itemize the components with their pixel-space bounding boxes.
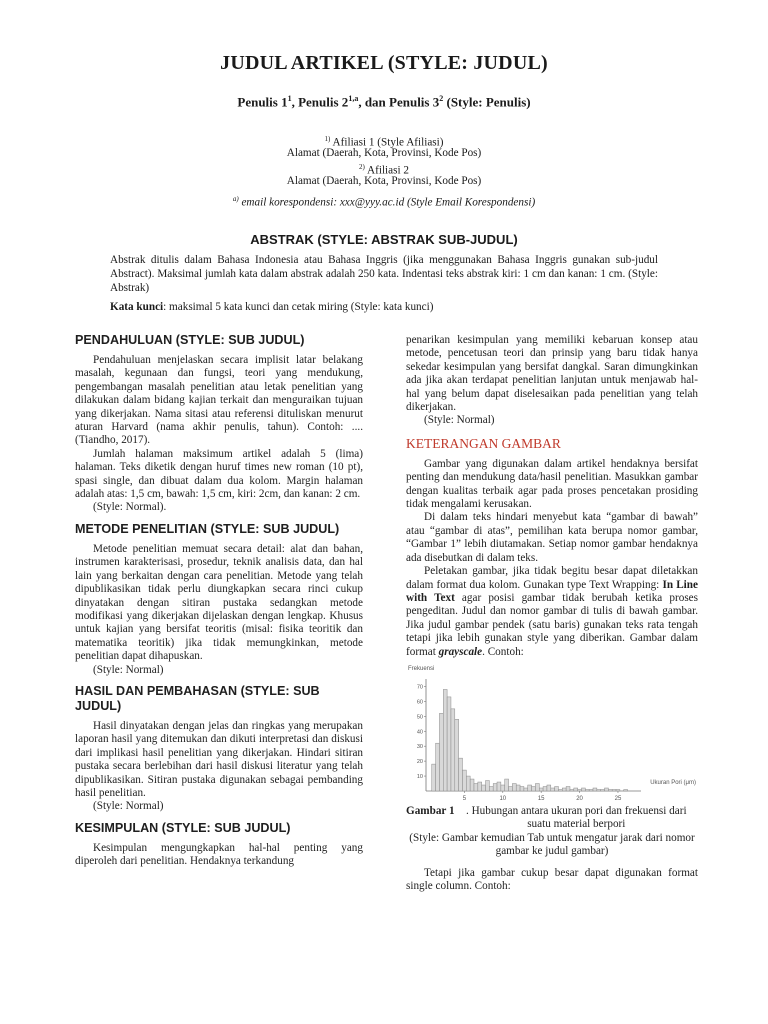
gambar-p3-c: agar posisi gambar tidak berubah ketika proses pengeditan. Judul dan nomor gambar di tulis di bawah gambar. Jika judul gambar pendek (satu baris) gunakan teks rata tengah tetapi jika lebih gunakan style yang diberikan. Gambar dalam format — [406, 591, 698, 658]
author-2: , Penulis 2 — [291, 94, 349, 110]
histogram-bar — [524, 788, 528, 791]
email-line — [0, 195, 768, 209]
histogram-bar — [574, 788, 578, 791]
histogram-bar — [539, 788, 543, 791]
histogram-bar — [512, 783, 516, 790]
author-2-sup: 1,a — [348, 94, 359, 103]
histogram-bar — [516, 785, 520, 791]
histogram-bar — [439, 713, 443, 791]
histogram-bar — [605, 788, 609, 791]
kesimpulan-p1: Kesimpulan mengungkapkan hal-hal penting yang diperoleh dari penelitian. Hendaknya terkandung — [75, 841, 363, 868]
histogram-bar — [474, 783, 478, 790]
histogram-bar — [486, 780, 490, 790]
author-3: , dan Penulis 3 — [358, 94, 440, 110]
histogram-bar — [597, 789, 601, 790]
caption-style: (Style: Gambar kemudian Tab untuk mengatur jarak dari nomor gambar ke judul gambar) — [409, 831, 695, 858]
x-tick-label: 10 — [499, 795, 507, 802]
histogram-bar — [451, 709, 455, 791]
y-tick-label: 10 — [416, 774, 423, 781]
x-tick-label: 20 — [576, 795, 583, 802]
histogram-bar — [570, 789, 574, 790]
histogram-bar — [482, 785, 486, 791]
y-axis-label: Frekuensi — [408, 665, 435, 672]
authors-style: (Style: Penulis) — [443, 94, 531, 110]
histogram-bar — [455, 719, 459, 791]
gambar-p2: Di dalam teks hindari menyebut kata “gambar di bawah” atau “gambar di atas”, pemilihan kata berupa nomor gambar, “Gambar 1” lebih diutamakan. Setiap nomor gambar hendaknya ada disebutkan di dalam teks. — [406, 511, 698, 564]
abstract-heading: ABSTRAK (STYLE: ABSTRAK SUB-JUDUL) — [250, 232, 518, 247]
y-tick-label: 20 — [416, 759, 423, 766]
author-1-sup: 1 — [287, 94, 292, 103]
heading-metode: METODE PENELITIAN (STYLE: SUB JUDUL) — [75, 521, 340, 536]
pendahuluan-p2: Jumlah halaman maksimum artikel adalah 5 (lima) halaman. Teks diketik dengan huruf times new roman (10 pt), spasi single, dan dibuat dalam dua kolom. Margin halaman adalah atas: 1,5 cm, bawah: 1,5 cm, kiri: 2cm, dan kanan: 2 cm. — [75, 447, 363, 501]
figure-caption — [406, 805, 698, 859]
heading-pendahuluan: PENDAHULUAN (STYLE: SUB JUDUL) — [75, 333, 305, 347]
histogram-bar — [532, 786, 536, 790]
left-column — [75, 333, 363, 869]
histogram-bar — [443, 689, 447, 791]
affiliation-2-text: Afiliasi 2 — [367, 164, 409, 177]
histogram-bar — [612, 789, 616, 790]
author-1: Penulis 1 — [237, 94, 288, 110]
gambar-p3-a: Peletakan gambar, jika tidak begitu besar dapat diletakkan dalam format dua kolom. Gunakan type Text Wrapping: — [406, 565, 698, 591]
histogram-bar — [535, 783, 539, 790]
histogram-bar — [509, 786, 513, 790]
histogram-bar — [601, 789, 605, 790]
affiliation-1-sup: 1) — [324, 135, 331, 143]
gambar-p3-grayscale: grayscale — [438, 645, 483, 658]
histogram-bar — [520, 786, 524, 790]
histogram-bar — [547, 785, 551, 791]
histogram-bar — [493, 783, 497, 790]
histogram-bar — [558, 789, 562, 790]
histogram-bar — [608, 789, 612, 790]
authors-line — [0, 94, 768, 110]
y-tick-label: 50 — [416, 714, 423, 721]
affiliation-1-text: Afiliasi 1 (Style Afiliasi) — [332, 136, 444, 149]
figure-1 — [406, 663, 698, 803]
histogram-bar — [478, 782, 482, 791]
abstract-text: Abstrak ditulis dalam Bahasa Indonesia atau Bahasa Inggris (jika menggunakan Bahasa Inggris gunakan sub-judul Abstract). Maksimal jumlah kata dalam abstrak adalah 250 kata. Indentasi teks abstrak kiri: 1 cm dan kanan: 1 cm. (Style: Abstrak) — [110, 254, 658, 294]
y-tick-label: 70 — [416, 684, 423, 691]
gambar-p3-e: . Contoh: — [482, 645, 524, 658]
email-text: email korespondensi: xxx@yyy.ac.id (Style Email Korespondensi) — [241, 196, 536, 209]
after-figure-text: Tetapi jika gambar cukup besar dapat digunakan format single column. Contoh: — [406, 866, 698, 892]
heading-gambar: KETERANGAN GAMBAR — [406, 435, 561, 451]
affiliation-2-address: Alamat (Daerah, Kota, Provinsi, Kode Pos) — [286, 175, 482, 187]
email-sup: a) — [232, 195, 239, 203]
heading-hasil: HASIL DAN PEMBAHASAN (STYLE: SUB JUDUL) — [75, 683, 320, 713]
kesimpulan-continued: penarikan kesimpulan yang memiliki kebaruan konsep atau metode, pencetusan teori dan prinsip yang baru tidak hanya sekedar kesimpulan yang bersifat dangkal. Saran dimungkinkan ada jika akan terdapat penelitian lanjutan untuk menjawab hal-hal yang belum dapat diselesaikan pada penelitian yang telah dikerjakan. — [406, 334, 698, 414]
kesimpulan-style: (Style: Normal) — [424, 414, 495, 427]
pendahuluan-p1: Pendahuluan menjelaskan secara implisit latar belakang masalah, kegunaan dan fungsi, teori yang mendukung, pengembangan masalah penelitian atau letak penelitian yang dilakukan dalam bidang kajian terkait dan menguraikan tujuan yang dikerjakan. Nama sitasi atau referensi dituliskan menurut aturan Harvard (nama akhir penulis, tahun). Contoh: .... (Tiandho, 2017). — [75, 354, 363, 447]
histogram-bar — [466, 776, 470, 791]
histogram-bar — [447, 697, 451, 791]
histogram-bar — [581, 788, 585, 791]
x-tick-label: 25 — [614, 795, 622, 802]
gambar-p3 — [406, 565, 698, 659]
y-tick-label: 30 — [416, 744, 423, 751]
histogram-bar — [470, 779, 474, 791]
histogram-bar — [589, 789, 593, 790]
histogram-bar — [578, 789, 582, 790]
article-title: JUDUL ARTIKEL (STYLE: JUDUL) — [220, 52, 548, 74]
keywords-text: : maksimal 5 kata kunci dan cetak miring (Style: kata kunci) — [163, 301, 434, 313]
histogram-bar — [616, 789, 620, 790]
histogram-bar — [551, 788, 555, 791]
histogram-bar — [555, 786, 559, 790]
metode-p1: Metode penelitian memuat secara detail: alat dan bahan, instrumen karakterisasi, prosedur, teknik analisis data, dan hal lain yang berkaitan dengan cara penelitian. Metode yang telah dipublikasikan tidak perlu diungkapkan secara rinci cukup dinyatakan dengan sitiran pustaka sedangkan metode modifikasi yang dikerjakan dijelaskan dengan lengkap. Khusus untuk kajian yang bersifat teoritis (misal: fisika teoritik dan matematika teoritik) jika tidak memungkinkan, metode penelitian dapat dihapuskan. — [75, 542, 363, 663]
author-3-sup: 2 — [439, 94, 444, 103]
gambar-p1: Gambar yang digunakan dalam artikel hendaknya bersifat penting dan mendukung data/hasil penelitian. Masukkan gambar dengan kualitas terbaik agar pada proses pencetakan prosiding tidak mengalami kerusakan. — [406, 457, 698, 511]
histogram-bar — [497, 782, 501, 791]
keywords-label: Kata kunci — [110, 301, 164, 313]
metode-style: (Style: Normal) — [93, 663, 164, 676]
histogram-bar — [593, 788, 597, 791]
histogram-bar — [432, 764, 436, 791]
pendahuluan-style: (Style: Normal). — [93, 501, 167, 514]
histogram-bar — [489, 786, 493, 790]
histogram-bar — [562, 788, 566, 791]
histogram-bar — [624, 789, 628, 790]
histogram-bar — [436, 743, 440, 791]
x-tick-label: 15 — [537, 795, 545, 802]
right-column — [406, 334, 698, 893]
affiliation-1-address: Alamat (Daerah, Kota, Provinsi, Kode Pos) — [286, 147, 482, 159]
histogram-bar — [543, 786, 547, 790]
x-tick-label: 5 — [462, 795, 467, 802]
histogram-chart — [406, 663, 698, 803]
x-axis-label: Ukuran Pori (μm) — [650, 779, 696, 786]
y-tick-label: 40 — [416, 729, 423, 736]
hasil-p1: Hasil dinyatakan dengan jelas dan ringkas yang merupakan laporan hasil yang ditemukan dan dikuti interpretasi dan diskusi dari implikasi hasil penelitian yang dikerjakan. Hindari sitiran pustaka secara berlebihan dari hasil diskusi literatur yang telah dipublikasikan. Sitiran pustaka digunakan sebagai pembanding hasil penelitian. — [75, 719, 363, 799]
histogram-bar — [585, 789, 589, 790]
histogram-bar — [501, 785, 505, 791]
histogram-bar — [459, 758, 463, 791]
hasil-style: (Style: Normal) — [93, 800, 164, 813]
histogram-bar — [566, 786, 570, 790]
caption-label: Gambar 1 — [406, 804, 455, 817]
histogram-bar — [462, 770, 466, 791]
keywords — [110, 301, 670, 313]
gambar-p3-bold: In Line with Text — [406, 578, 698, 604]
heading-kesimpulan: KESIMPULAN (STYLE: SUB JUDUL) — [75, 820, 291, 835]
caption-text: . Hubungan antara ukuran pori dan frekuensi dari suatu material berpori — [466, 804, 687, 831]
affiliation-2-sup: 2) — [359, 163, 365, 171]
histogram-bar — [528, 785, 532, 791]
histogram-bar — [505, 779, 509, 791]
y-tick-label: 60 — [416, 699, 423, 706]
